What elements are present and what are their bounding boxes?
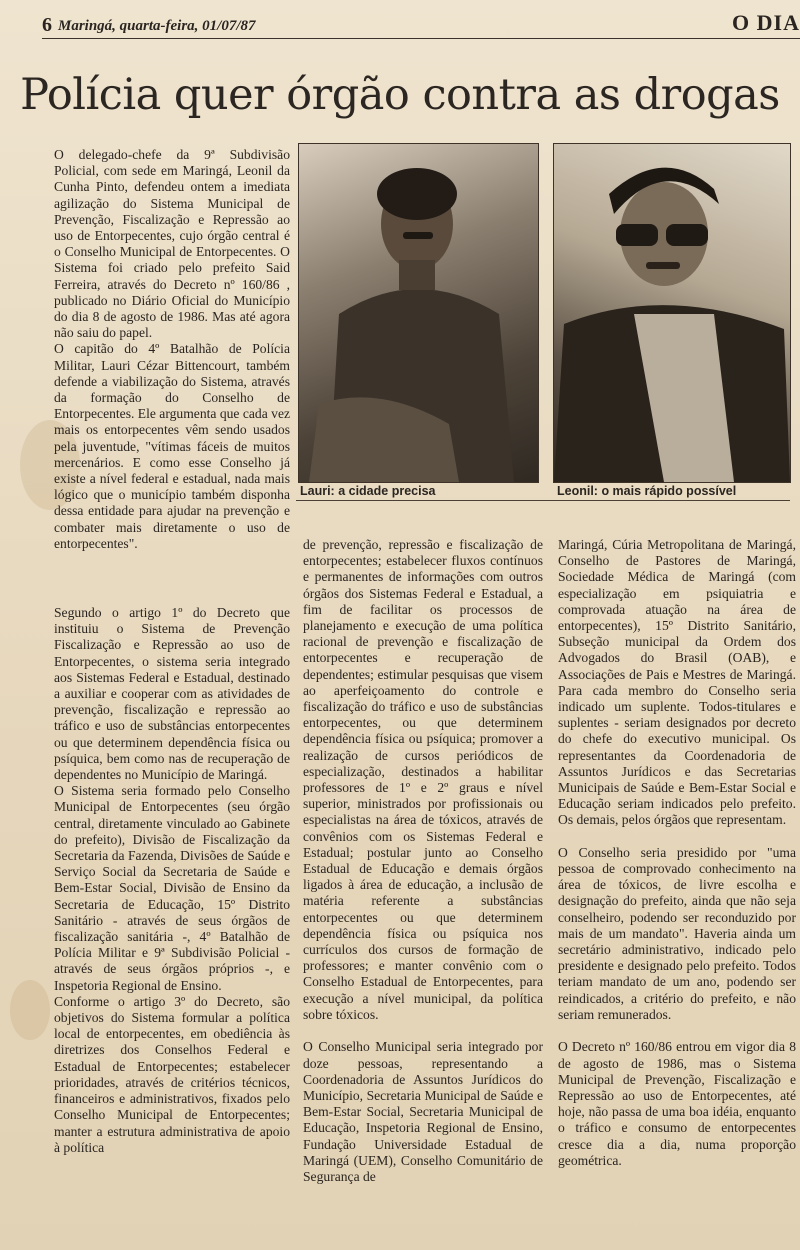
portrait-photo-icon [554, 144, 790, 482]
photo-leonil [553, 143, 791, 483]
masthead: O DIA [732, 10, 800, 35]
page-number: 6 [42, 14, 52, 36]
article-column-1-bottom: Segundo o artigo 1º do Decreto que instituiu o Sistema de Prevenção Fiscalização e Repressão ao uso de Entorpecentes, o sistema seria integrado aos Sistemas Federal e Estadual, destinado a auxiliar e cooperar com as atividades de prevenção, fiscalização e repressão ao tráfico e uso de substâncias entorpecentes ou que determinem dependência física ou psíquica, bem como nas de recuperação de dependentes no Município de Maringá. O Sistema seria formado pelo Conselho Municipal de Entorpecentes (seu órgão central, diretamente vinculado ao Gabinete do prefeito), Divisão de Fiscalização da Secretaria da Fazenda, Divisões de Saúde e Serviço Social da Secretaria de Saúde e Bem-Estar Social, Divisão de Ensino da Secretaria de Educação, 15º Distrito Sanitário - através de seus órgãos de fiscalização sanitária -, 4º Batalhão de Polícia Militar e 9ª Subdivisão Policial - através de seus órgãos próprios -, e Inspetoria Regional de Ensino. Conforme o artigo 3º do Decreto, são objetivos do Sistema formular a política local de entorpecentes, em obediência às diretrizes dos Conselhos Federal e Estadual de Entorpecentes; estabelecer prioridades, através de critérios técnicos, financeiros e administrativos, fixados pelo Conselho Municipal de Entorpecentes; manter a estrutura administrativa de apoio à política [54, 605, 290, 1155]
page-header [42, 10, 800, 39]
article-column-2: de prevenção, repressão e fiscalização de entorpecentes; estabelecer fluxos contínuos e permanentes de informações com outros órgãos dos Sistemas Federal e Estadual, a fim de facilitar os processos de planejamento e execução de uma política racional de prevenção e fiscalização de entorpecentes e recuperação de dependentes; estimular pesquisas que visem ao aperfeiçoamento do controle e fiscalização do tráfico e uso de substâncias entorpecentes, ou que determinem dependência física ou psíquica; promover a realização de cursos periódicos de especialização, destinados a habilitar professores de 1º e 2º graus e nível superior, ministrados por profissionais ou especialistas na área de tóxicos, através de convênios com os Sistemas Federal e Estadual; postular junto ao Conselho Estadual de Educação e demais órgãos ligados à área de educação, a inclusão de matéria referente a substâncias entorpecentes ou que determinem dependência física ou psíquica nos currículos dos cursos de formação de professores; e manter convênio com o Conselho Estadual de Entorpecentes, para execução a nível municipal, da política sobre tóxicos. O Conselho Municipal seria integrado por doze pessoas, representando a Coordenadoria de Assuntos Jurídicos do Município, Secretaria Municipal de Saúde e Bem-Estar Social, Secretaria Municipal de Educação, Inspetoria Regional de Ensino, Fundação Universidade Estadual de Maringá (UEM), Conselho Comunitário de Segurança de [303, 537, 543, 1184]
dateline: Maringá, quarta-feira, 01/07/87 [58, 18, 256, 34]
article-column-3: Maringá, Cúria Metropolitana de Maringá, Conselho de Pastores de Maringá, Sociedade Médica de Maringá (com especialização em psiquiatria e comprovada atuação na área de entorpecentes), 15º Distrito Sanitário, Subseção municipal da Ordem dos Advogados do Brasil (OAB), e Associações de Pais e Mestres de Maringá. Para cada membro do Conselho seria indicado um suplente. Todos-titulares e suplentes - seriam designados por decreto do chefe do executivo municipal. Os representantes da Coordenadoria de Assuntos Jurídicos e das Secretarias Municipais de Saúde e Bem-Estar Social e Educação seriam indicados pelo prefeito. Os demais, pelos órgãos que representam. O Conselho seria presidido por "uma pessoa de comprovado conhecimento na área de tóxicos, de livre escolha e designação do prefeito, ainda que não seja conselheiro, podendo ser reconduzido por mais de um mandato". Haveria ainda um secretário administrativo, indicado pelo presidente e designado pelo prefeito. Todos teriam mandato de um ano, podendo ser reindicados, a critério do prefeito, e não seriam remunerados. O Decreto nº 160/86 entrou em vigor dia 8 de agosto de 1986, mas o Sistema Municipal de Prevenção, Fiscalização e Repressão ao uso de Entorpecentes, até hoje, não passa de uma boa idéia, enquanto o tráfico e consumo de entorpecentes cresce dia a dia, numa proporção geométrica. [558, 537, 796, 1168]
photo-lauri [298, 143, 539, 483]
page-title: Polícia quer órgão contra as drogas [20, 70, 780, 120]
article-column-1-top: O delegado-chefe da 9ª Subdivisão Policial, com sede em Maringá, Leonil da Cunha Pinto, defendeu ontem a imediata agilização do Sistema Municipal de Prevenção, Fiscalização e Repressão ao uso de Entorpecentes, cujo órgão central é o Conselho Municipal de Entorpecentes. O Sistema foi criado pelo prefeito Said Ferreira, através do Decreto nº 160/86 , publicado no Diário Oficial do Município do dia 8 de agosto de 1986. Mas até agora não saiu do papel. O capitão do 4º Batalhão de Polícia Militar, Lauri Cézar Bittencourt, também defende a viabilização do Sistema, através da formação do Conselho de Entorpecentes. Ele argumenta que cada vez mais os entorpecentes vêm sendo usados pela juventude, "vítimas fáceis de muitos mercenários. E como esse Conselho já existe a nível federal e estadual, nada mais lógico que o município também disponha dessa entidade para ajudar na prevenção e combater mais diretamente o uso de entorpecentes". [54, 147, 291, 551]
paper-stain [10, 980, 50, 1040]
divider [296, 500, 790, 501]
photo-caption: Lauri: a cidade precisa [300, 484, 436, 498]
photo-caption: Leonil: o mais rápido possível [557, 484, 737, 498]
portrait-photo-icon [299, 144, 538, 482]
